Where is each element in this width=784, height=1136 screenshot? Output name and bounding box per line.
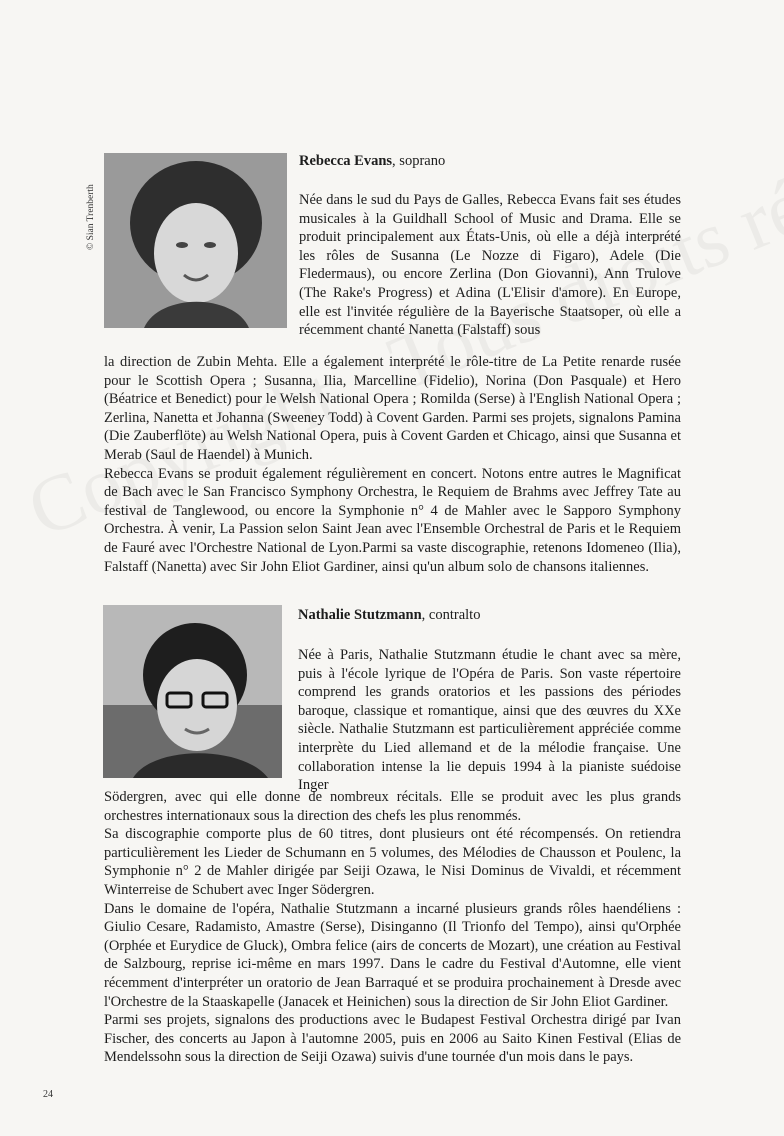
rebecca-evans-photo: [104, 153, 287, 328]
page-number: 24: [43, 1089, 53, 1100]
bio-paragraph: Dans le domaine de l'opéra, Nathalie Stutzmann a incarné plusieurs grands rôles haendéliens : Giulio Cesare, Radamisto, Amastre (Serse), Disinganno (Il Trionfo del Tempo), ainsi qu'Orphée (Orphée et Eurydice de Gluck), Ombra felice (airs de concerts de Mozart), une création au Festival de Salzbourg, reprise ici-même en mars 1997. Dans le cadre du Festival d'Automne, elle vient récemment d'interpréter un oratorio de Jean Barraqué et se produira prochainement à Dresde avec l'Orchestre de la Staaskapelle (Janacek et Heinichen) sous la direction de Sir John Eliot Gardiner.: [104, 900, 681, 1010]
photo-credit: © Sian Trenberth: [86, 184, 96, 250]
nathalie-stutzmann-heading: [298, 606, 480, 624]
bio-paragraph: Rebecca Evans se produit également régulièrement en concert. Notons entre autres le Magnificat de Bach avec le San Francisco Symphony Orchestra, le Requiem de Brahms avec Jeffrey Tate au festival de Tanglewood, ou encore la Symphonie n° 4 de Mahler avec le Sapporo Symphony Orchestra. À venir, La Passion selon Saint Jean avec l'Ensemble Orchestral de Paris et le Requiem de Fauré avec l'Orchestre National de Lyon.Parmi sa vaste discographie, retenons Idomeneo (Ilia), Falstaff (Nanetta) avec Sir John Eliot Gardiner, ainsi qu'un album solo de chansons italiennes.: [104, 465, 681, 575]
artist-role: , contralto: [421, 607, 481, 623]
rebecca-evans-bio: [104, 353, 681, 576]
nathalie-stutzmann-photo: [103, 605, 282, 778]
bio-paragraph: la direction de Zubin Mehta. Elle a également interprété le rôle-titre de La Petite renarde rusée pour le Scottish Opera ; Susanna, Ilia, Marcelline (Fidelio), Norina (Don Pasquale) et Hero (Béatrice et Benedict) pour le Welsh National Opera ; Romilda (Serse) à l'English National Opera ; Zerlina, Nanetta et Johanna (Sweeney Todd) à Covent Garden. Parmi ses projets, signalons Pamina (Die Zauberflöte) au Welsh National Opera, puis à Covent Garden et Chicago, ainsi que Susanna et Merab (Saul de Haendel) à Munich.: [104, 354, 681, 463]
artist-name: Rebecca Evans: [299, 153, 393, 169]
rebecca-evans-heading: [299, 152, 445, 170]
bio-paragraph: Parmi ses projets, signalons des productions avec le Budapest Festival Orchestra dirigé par Ivan Fischer, des concerts au Japon à l'automne 2005, puis en 2006 au Saito Kinen Festival (Elias de Mendelssohn sous la direction de Seiji Ozawa) suivis d'une tournée d'un mois dans le pays.: [104, 1012, 681, 1066]
bio-paragraph: Sa discographie comporte plus de 60 titres, dont plusieurs ont été récompensés. On retiendra particulièrement les Lieder de Schumann en 5 volumes, des Mélodies de Chausson et Poulenc, la Symphonie n° 2 de Mahler dirigée par Seiji Ozawa, le Nisi Dominus de Vivaldi, et récemment Winterreise de Schubert avec Inger Södergren.: [104, 826, 681, 898]
artist-role: , soprano: [392, 153, 446, 169]
nathalie-stutzmann-wrap-text: Née à Paris, Nathalie Stutzmann étudie le chant avec sa mère, puis à l'école lyrique de l'Opéra de Paris. Son vaste répertoire comprend les grands oratorios et les passions des périodes baroque, classique et romantique, ainsi que des œuvres du XXe siècle. Nathalie Stutzmann est particulièrement appréciée comme interprète du Lied allemand et de la mélodie française. Une collaboration intense la lie depuis 1994 à la pianiste suédoise Inger: [298, 647, 681, 794]
artist-name: Nathalie Stutzmann: [298, 607, 422, 623]
nathalie-stutzmann-bio: [104, 788, 681, 1067]
bio-paragraph: Södergren, avec qui elle donne de nombreux récitals. Elle se produit avec les plus grands orchestres internationaux sous la direction des chefs les plus renommés.: [104, 789, 681, 824]
rebecca-evans-wrap-text: Née dans le sud du Pays de Galles, Rebecca Evans fait ses études musicales à la Guildhall School of Music and Drama. Elle se produit principalement aux États-Unis, où elle a déjà interprété les rôles de Susanna (Le Nozze di Figaro), Adele (Die Fledermaus), ou encore Zerlina (Don Giovanni), Ann Trulove (The Rake's Progress) et Adina (L'Elisir d'amore). En Europe, elle est l'invitée régulière de la Bayerische Staatsoper, où elle a récemment chanté Nanetta (Falstaff) sous: [299, 192, 681, 339]
